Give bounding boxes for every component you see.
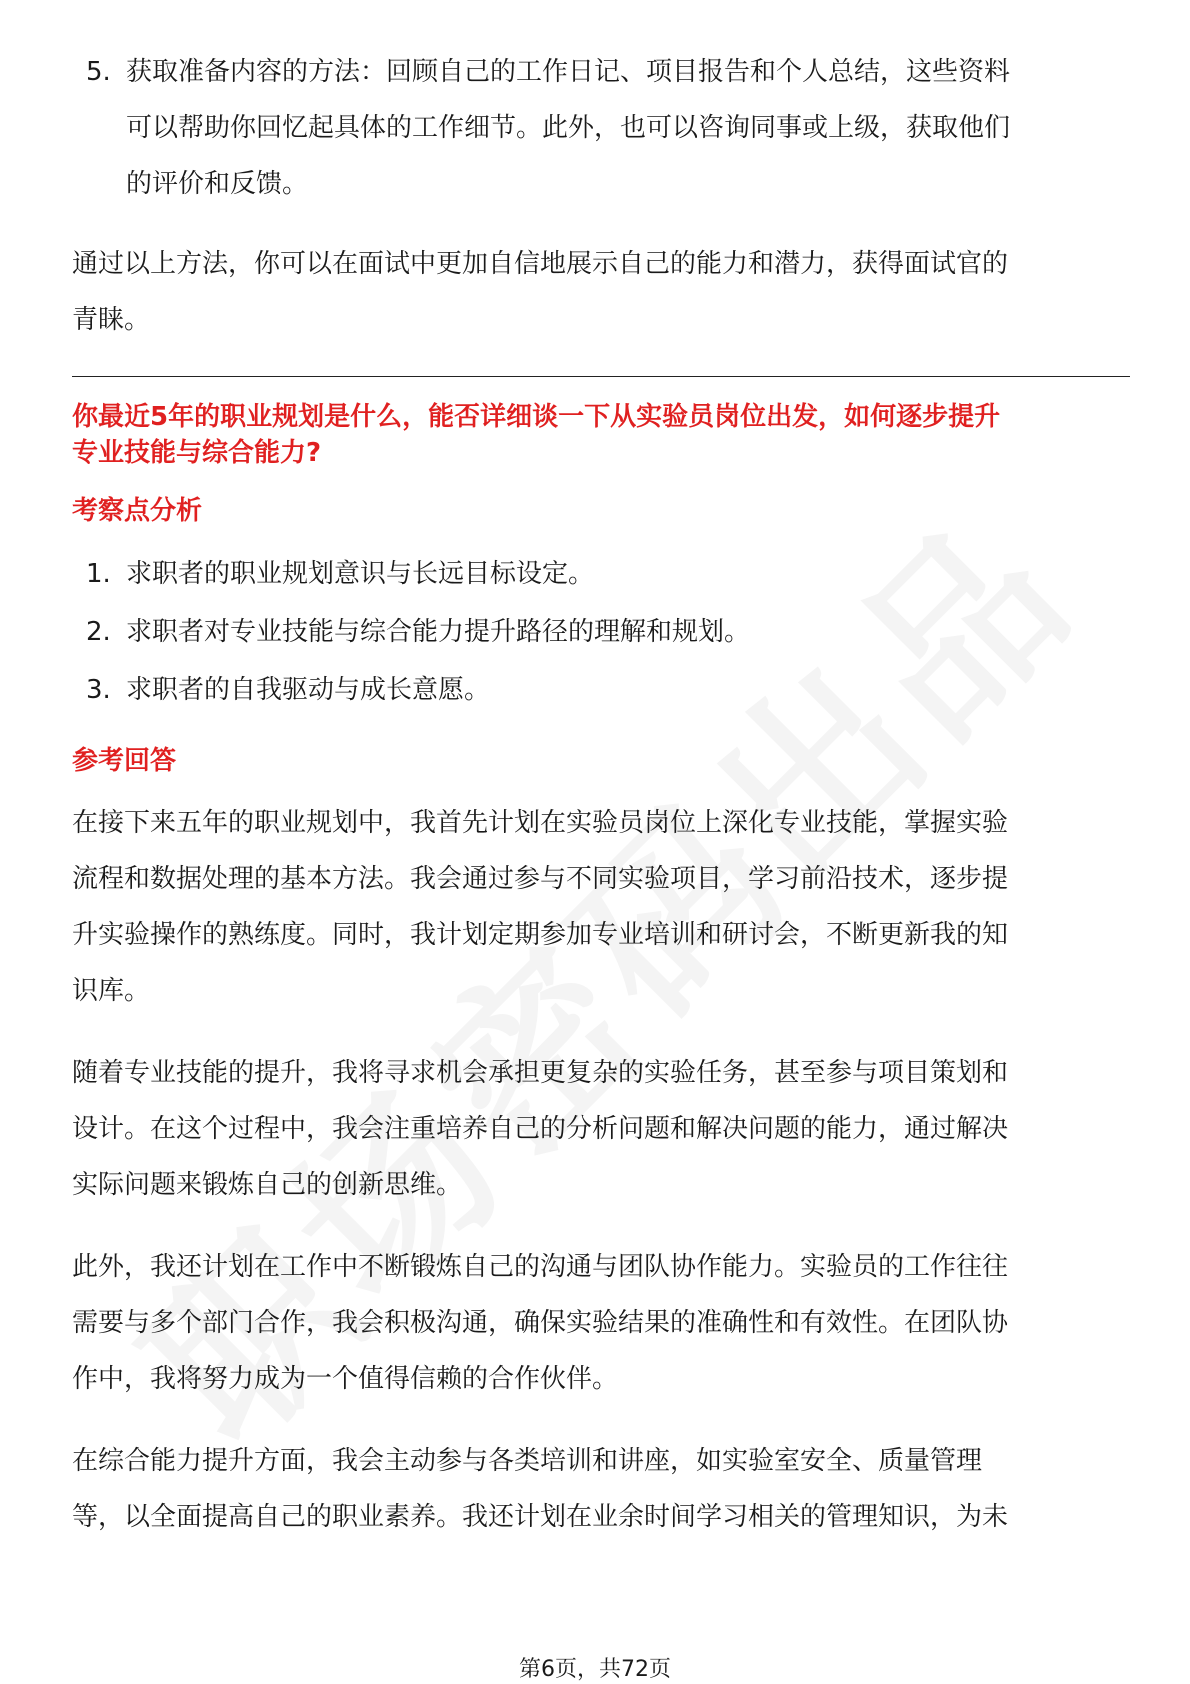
paragraph-line: 随着专业技能的提升，我将寻求机会承担更复杂的实验任务，甚至参与项目策划和: [72, 1058, 1009, 1088]
question-title: [72, 399, 1130, 471]
list-item-line: 可以帮助你回忆起具体的工作细节。此外，也可以咨询同事或上级，获取他们: [126, 113, 1011, 143]
answer-paragraph: [72, 1239, 1130, 1407]
list-item-number: 2.: [86, 617, 111, 647]
list-item-line: 获取准备内容的方法：回顾自己的工作日记、项目报告和个人总结，这些资料: [126, 57, 1011, 87]
paragraph-line: 升实验操作的熟练度。同时，我计划定期参加专业培训和研讨会，不断更新我的知: [72, 920, 1009, 950]
page-content: [72, 44, 1130, 1545]
list-item-number: 3.: [86, 675, 111, 705]
answer-paragraph: [72, 795, 1130, 1019]
page-number-footer: 第6页，共72页: [519, 1657, 671, 1682]
paragraph-line: 作中，我将努力成为一个值得信赖的合作伙伴。: [72, 1364, 619, 1394]
list-item: [72, 44, 1130, 212]
section-divider: [72, 376, 1130, 377]
list-item-text: 求职者的职业规划意识与长远目标设定。: [126, 559, 595, 589]
paragraph-line: 青睐。: [72, 305, 151, 335]
paragraph-line: 此外，我还计划在工作中不断锻炼自己的沟通与团队协作能力。实验员的工作往往: [72, 1252, 1009, 1282]
intro-list: [72, 44, 1130, 212]
paragraph-line: 在接下来五年的职业规划中，我首先计划在实验员岗位上深化专业技能，掌握实验: [72, 808, 1009, 838]
paragraph-line: 需要与多个部门合作，我会积极沟通，确保实验结果的准确性和有效性。在团队协: [72, 1308, 1009, 1338]
list-item-number: 5.: [86, 57, 111, 87]
paragraph-line: 流程和数据处理的基本方法。我会通过参与不同实验项目，学习前沿技术，逐步提: [72, 864, 1009, 894]
question-line: 专业技能与综合能力?: [72, 438, 322, 468]
analysis-heading: 考察点分析: [72, 496, 203, 526]
paragraph-line: 在综合能力提升方面，我会主动参与各类培训和讲座，如实验室安全、质量管理: [72, 1446, 983, 1476]
list-item-text: 求职者对专业技能与综合能力提升路径的理解和规划。: [126, 617, 751, 647]
list-item: [72, 661, 1130, 719]
question-line: 你最近5年的职业规划是什么，能否详细谈一下从实验员岗位出发，如何逐步提升: [72, 402, 1001, 432]
list-item-text: 求职者的自我驱动与成长意愿。: [126, 675, 491, 705]
list-item: [72, 603, 1130, 661]
paragraph-line: 等，以全面提高自己的职业素养。我还计划在业余时间学习相关的管理知识，为未: [72, 1502, 1009, 1532]
list-item-line: 的评价和反馈。: [126, 169, 309, 199]
paragraph-line: 通过以上方法，你可以在面试中更加自信地展示自己的能力和潜力，获得面试官的: [72, 249, 1009, 279]
paragraph-line: 识库。: [72, 976, 151, 1006]
paragraph-line: 实际问题来锻炼自己的创新思维。: [72, 1170, 463, 1200]
list-item: [72, 545, 1130, 603]
answer-paragraph: [72, 1045, 1130, 1213]
answer-paragraph: [72, 1433, 1130, 1545]
paragraph-line: 设计。在这个过程中，我会注重培养自己的分析问题和解决问题的能力，通过解决: [72, 1114, 1009, 1144]
list-item-number: 1.: [86, 559, 111, 589]
summary-paragraph: [72, 236, 1130, 348]
answer-heading: 参考回答: [72, 746, 177, 776]
analysis-list: [72, 545, 1130, 719]
